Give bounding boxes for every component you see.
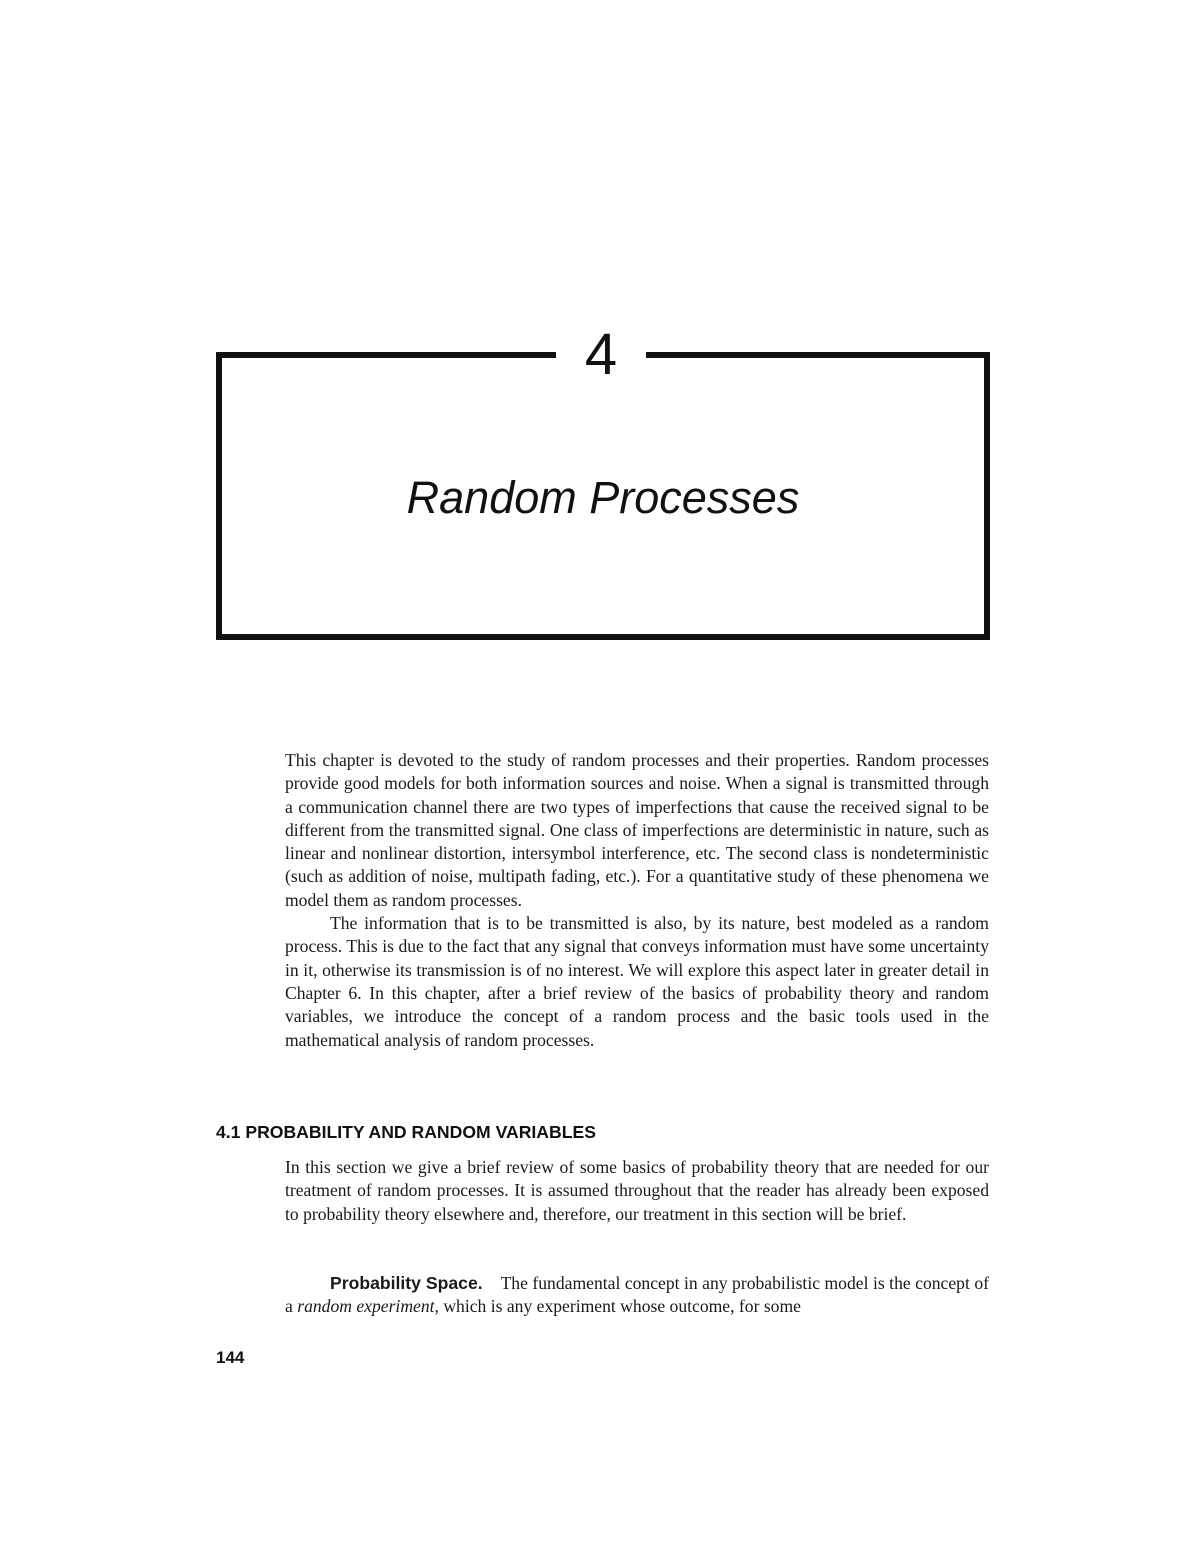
probability-space-text-before: The fundamental concept in any probabilistic model is the concept of a (285, 1273, 989, 1317)
chapter-number: 4 (556, 325, 646, 385)
page-number: 144 (216, 1348, 245, 1367)
intro-paragraph-2: The information that is to be transmitted is also, by its nature, best modeled as a random process. This is due to the fact that any signal that conveys information must have some uncertainty in it, otherwise its transmission is of no interest. We will explore this aspect later in greater detail in Chapter 6. In this chapter, after a brief review of the basics of probability theory and random variables, we introduce the concept of a random process and the basic tools used in the mathematical analysis of random processes. (285, 913, 989, 1050)
probability-space-heading: Probability Space. (330, 1273, 483, 1293)
probability-space-text-after: which is any experiment whose outcome, for some (438, 1296, 801, 1317)
chapter-introduction (285, 749, 989, 1052)
probability-space-paragraph (285, 1272, 989, 1319)
random-experiment-term: random experiment, (297, 1296, 439, 1317)
intro-paragraph-1: This chapter is devoted to the study of random processes and their properties. Random processes provide good models for both information sources and noise. When a signal is transmitted through a communication channel there are two types of imperfections that cause the received signal to be different from the transmitted signal. One class of imperfections are deterministic in nature, such as linear and nonlinear distortion, intersymbol interference, etc. The second class is nondeterministic (such as addition of noise, multipath fading, etc.). For a quantitative study of these phenomena we model them as random processes. (285, 750, 989, 910)
chapter-title: Random Processes (406, 472, 800, 523)
section-heading: 4.1 PROBABILITY AND RANDOM VARIABLES (216, 1122, 596, 1142)
section-introduction (285, 1156, 989, 1226)
section-paragraph-1: In this section we give a brief review of some basics of probability theory that are needed for our treatment of random processes. It is assumed throughout that the reader has already been exposed to probability theory elsewhere and, therefore, our treatment in this section will be brief. (285, 1157, 989, 1224)
